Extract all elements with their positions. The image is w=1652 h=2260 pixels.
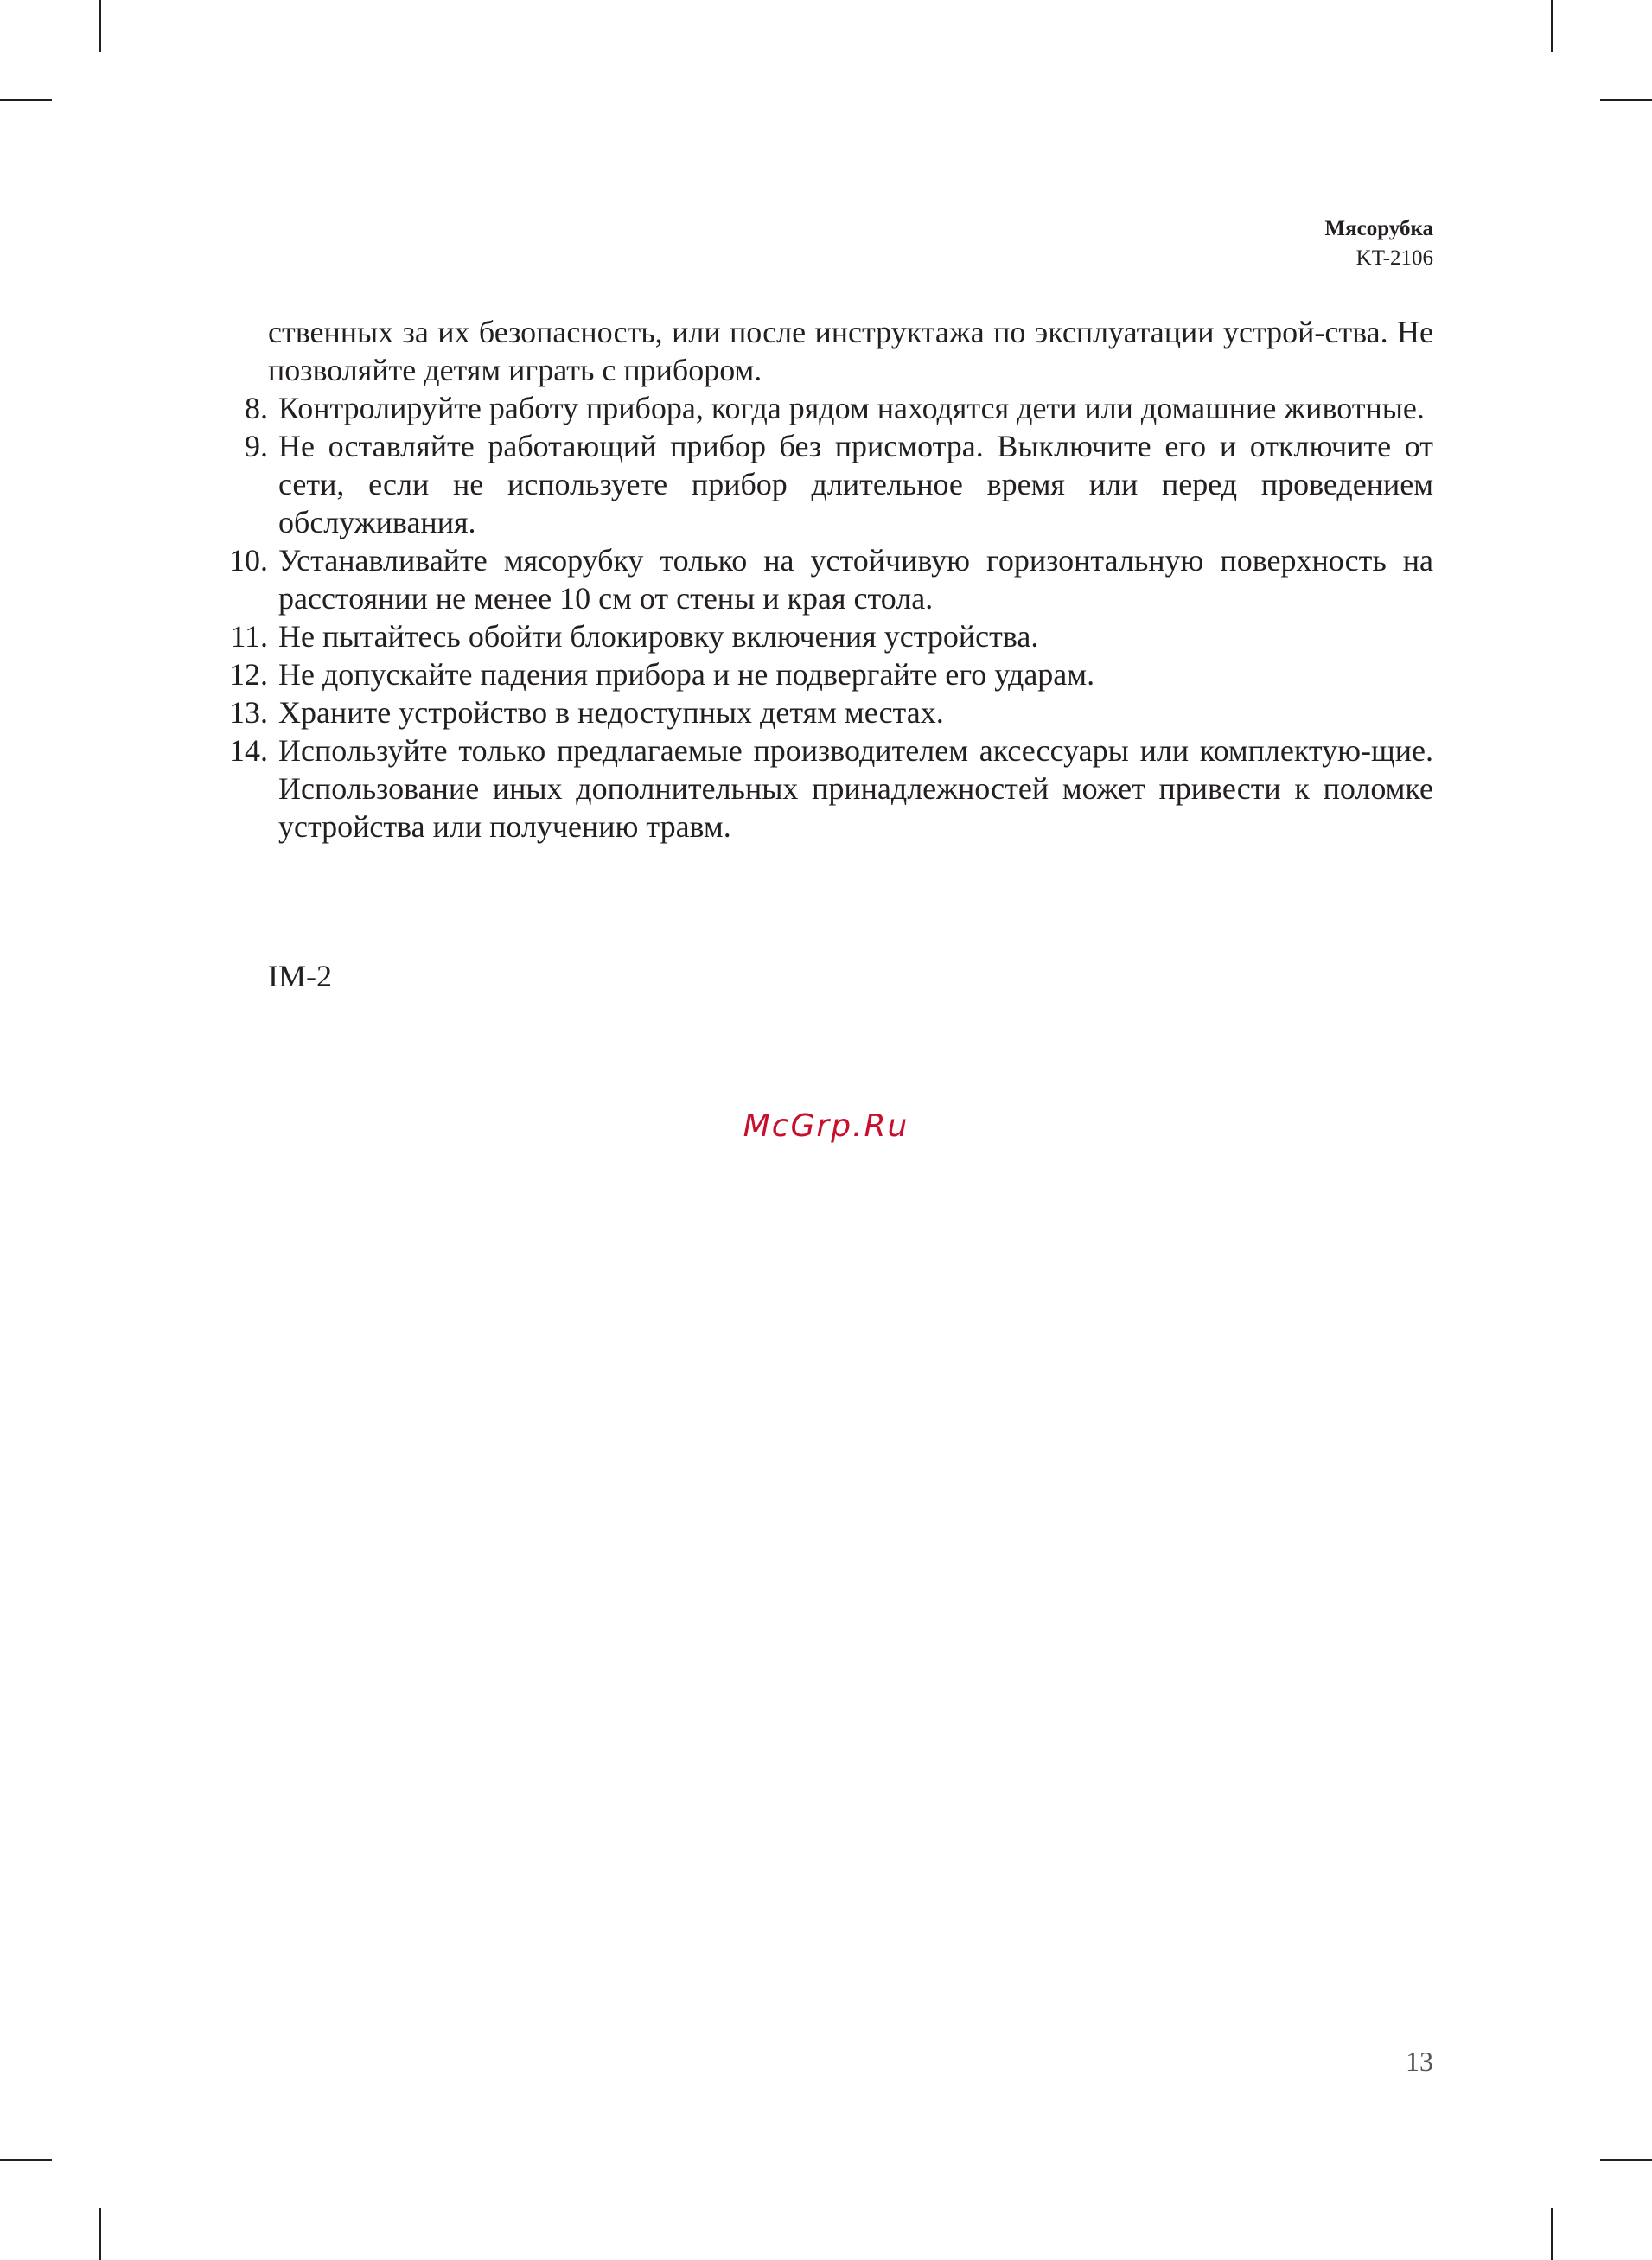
crop-mark-right-bottom [1600, 2159, 1652, 2161]
list-item [216, 427, 1433, 541]
list-item [216, 693, 1433, 731]
item-number: 12. [229, 657, 268, 692]
page-number: 13 [1406, 2046, 1433, 2077]
instruction-list [216, 313, 1433, 846]
item-number: 13. [229, 695, 268, 730]
header-title: Мясорубка [1324, 217, 1433, 240]
item-number: 9. [245, 429, 268, 463]
item-text: Не оставляйте работающий прибор без присмотра. Выключите его и отключите от сети, если не используете прибор длительное время или перед проведением обслуживания. [278, 429, 1433, 539]
crop-mark-left-bottom [0, 2159, 52, 2161]
item-text: Контролируйте работу прибора, когда рядом находятся дети или домашние животные. [278, 391, 1425, 425]
crop-mark-left-top [0, 99, 52, 101]
item-number: 11. [230, 619, 268, 654]
list-item [216, 655, 1433, 693]
crop-mark-top-right [1551, 0, 1553, 52]
watermark: McGrp.Ru [743, 1108, 909, 1144]
item-number: 8. [245, 391, 268, 425]
crop-mark-bottom-right [1551, 2208, 1553, 2260]
crop-mark-bottom-left [99, 2208, 101, 2260]
item-number: 10. [229, 543, 268, 578]
item-text: Не допускайте падения прибора и не подвергайте его ударам. [278, 657, 1095, 692]
list-item [216, 389, 1433, 427]
item-number: 14. [229, 733, 268, 768]
list-item [216, 731, 1433, 846]
document-code: IM-2 [268, 959, 332, 993]
page-header [1325, 214, 1434, 273]
crop-mark-right-top [1600, 99, 1652, 101]
header-model: KT-2106 [1355, 246, 1433, 270]
item-text: Используйте только предлагаемые производителем аксессуары или комплектую-щие. Использование иных дополнительных принадлежностей может привести к поломке устройства или получению травм. [278, 733, 1433, 844]
list-item [216, 617, 1433, 655]
item-text: Устанавливайте мясорубку только на устойчивую горизонтальную поверхность на расстоянии не менее 10 см от стены и края стола. [278, 543, 1433, 616]
continuation-paragraph: ственных за их безопасность, или после инструктажа по эксплуатации устрой-ства. Не позволяйте детям играть с прибором. [268, 315, 1433, 387]
list-item [216, 541, 1433, 617]
item-text: Не пытайтесь обойти блокировку включения устройства. [278, 619, 1039, 654]
crop-mark-top-left [99, 0, 101, 52]
item-text: Храните устройство в недоступных детям местах. [278, 695, 944, 730]
